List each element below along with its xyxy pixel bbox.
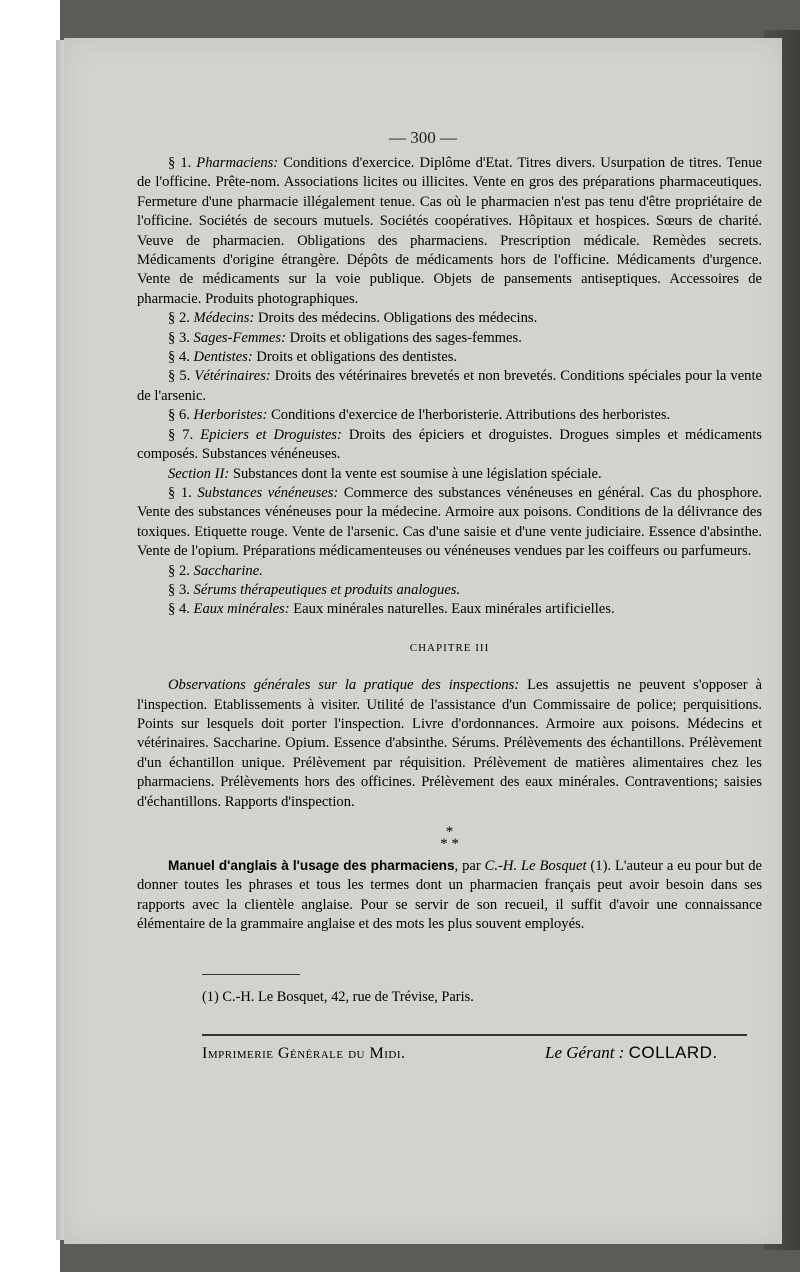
section-title: Sages-Femmes: [193, 329, 286, 346]
section-label: § 1. [168, 484, 192, 501]
section-title: Saccharine. [193, 562, 263, 579]
section-paragraph [137, 600, 762, 619]
section-title: Section II: [168, 465, 230, 482]
footnote-rule [202, 974, 300, 975]
section-title: Substances vénéneuses: [197, 484, 339, 501]
section-title: Dentistes: [193, 349, 253, 366]
section-label: § 3. [168, 329, 190, 346]
section-paragraph [137, 406, 762, 425]
section-label: § 3. [168, 581, 190, 598]
imprint: Imprimerie Générale du Midi. [202, 1045, 406, 1062]
section-text: Droits des médecins. Obligations des médecins. [254, 310, 538, 327]
section-title: Epiciers et Droguistes: [200, 426, 342, 443]
section-title: Médecins: [193, 310, 255, 327]
chapter3-text: Les assujettis ne peuvent s'opposer à l'inspection. Etablissements à visiter. Utilité de l'assistance d'un Commissaire de police; perquisitions. Points sur lesquels doit porter l'inspection. Livre d'ordonnances. Armoire aux poisons. Médecins et vétérinaires. Saccharine. Opium. Essence d'absinthe. Sérums. Prélèvements des échantillons. Prélèvement d'un échantillon unique. Prélèvement par réquisition. Prélèvement de matières alimentaires chez les pharmaciens. Prélèvements hors des officines. Prélèvement des eaux minérales. Contraventions; saisies d'échantillons. Rapports d'inspection. [137, 677, 762, 810]
section-paragraph [137, 154, 762, 309]
chapter3-title: Observations générales sur la pratique des inspections: [168, 677, 520, 694]
gerant-name: COLLARD. [628, 1043, 718, 1062]
section-title: Eaux minérales: [193, 601, 290, 618]
review-by: , par [454, 858, 485, 874]
section-text: Commerce des substances vénéneuses en général. Cas du phosphore. Vente des substances vénéneuses pour la médecine. Armoire aux poisons. Conditions de la délivrance des toxiques. Etiquette rouge. Vente de l'arsenic. Cas d'une saisie et d'une vente judiciaire. Essence d'absinthe. Vente de l'opium. Préparations médicamenteuses ou vénéneuses vendues par les coiffeurs ou parfumeurs. [137, 484, 763, 560]
section-text: Eaux minérales naturelles. Eaux minérales artificielles. [289, 601, 615, 618]
section-label: § 5. [168, 368, 191, 385]
section-label: § 4. [168, 601, 190, 618]
chapter3-paragraph [137, 676, 762, 812]
review-paragraph [137, 856, 762, 935]
section-label: § 1. [168, 155, 192, 171]
section-paragraph [137, 581, 762, 600]
section-title: Herboristes: [193, 407, 268, 424]
section-text: Droits des épiciers et droguistes. Drogues simples et médicaments composés. Substances vénéneuses. [137, 426, 762, 463]
section-label: § 2. [168, 562, 190, 579]
section-text: Droits et obligations des dentistes. [252, 349, 458, 366]
section-paragraph [137, 329, 762, 348]
section-text: Conditions d'exercice. Diplôme d'Etat. Titres divers. Usurpation de titres. Tenue de l'officine. Prête-nom. Associations licites ou illicites. Vente en gros des préparations pharmaceutiques. Fermeture d'une pharmacie illégalement tenue. Cas où le pharmacien n'est pas tenu d'être propriétaire de l'officine. Sociétés de secours mutuels. Sociétés coopératives. Hôpitaux et hospices. Sœurs de charité. Veuve de pharmacien. Obligations des pharmaciens. Prescription médicale. Remèdes secrets. Médicaments d'origine étrangère. Dépôts de médicaments hors de l'officine. Médicaments d'urgence. Vente de médicaments sur la voie publique. Objets de pansements antiseptiques. Accessoires de pharmacie. Produits photographiques. [137, 155, 762, 307]
asterism-top: * [445, 824, 454, 840]
section-paragraph [137, 465, 762, 484]
review-text: (1). L'auteur a eu pour but de donner toutes les phrases et tous les termes dont un pharmacien français peut avoir besoin dans ses rapports avec la clientèle anglaise. Pour se servir de son recueil, il suffit d'avoir une connaissance élémentaire de la grammaire anglaise et des mots les plus souvent employés. [137, 858, 762, 933]
section-label: § 4. [168, 349, 190, 366]
chapter2-sections [137, 154, 762, 620]
section-paragraph [137, 562, 762, 581]
asterism [137, 826, 762, 850]
section-text: Conditions d'exercice de l'herboristerie. Attributions des herboristes. [267, 407, 671, 424]
review-author: C.-H. Le Bosquet [484, 858, 587, 874]
chapter-heading: CHAPITRE III [409, 641, 490, 654]
section-text: Substances dont la vente est soumise à une législation spéciale. [229, 465, 602, 482]
section-paragraph [137, 484, 762, 562]
section-label: § 7. [168, 426, 194, 443]
gerant-label: Le Gérant : [545, 1043, 625, 1062]
section-paragraph [137, 426, 762, 465]
section-title: Sérums thérapeutiques et produits analogues. [193, 581, 461, 598]
body-text [137, 154, 762, 935]
imprint-rule [202, 1034, 747, 1036]
section-title: Pharmaciens: [196, 155, 279, 171]
section-title: Vétérinaires: [194, 368, 271, 385]
scan-margin [0, 0, 60, 1272]
section-text: Droits des vétérinaires brevetés et non brevetés. Conditions spéciales pour la vente de l'arsenic. [137, 368, 763, 404]
section-text: Droits et obligations des sages-femmes. [285, 329, 522, 346]
gerant-line [545, 1043, 718, 1063]
footnote: (1) C.-H. Le Bosquet, 42, rue de Trévise, Paris. [202, 989, 474, 1005]
section-paragraph [137, 348, 762, 367]
section-label: § 6. [168, 407, 190, 424]
page-number: — 300 — [389, 128, 457, 147]
section-paragraph [137, 367, 762, 406]
asterism-bottom: * * [440, 836, 459, 852]
section-label: § 2. [168, 310, 190, 327]
review-title: Manuel d'anglais à l'usage des pharmaciens [168, 858, 455, 873]
section-paragraph [137, 309, 762, 328]
